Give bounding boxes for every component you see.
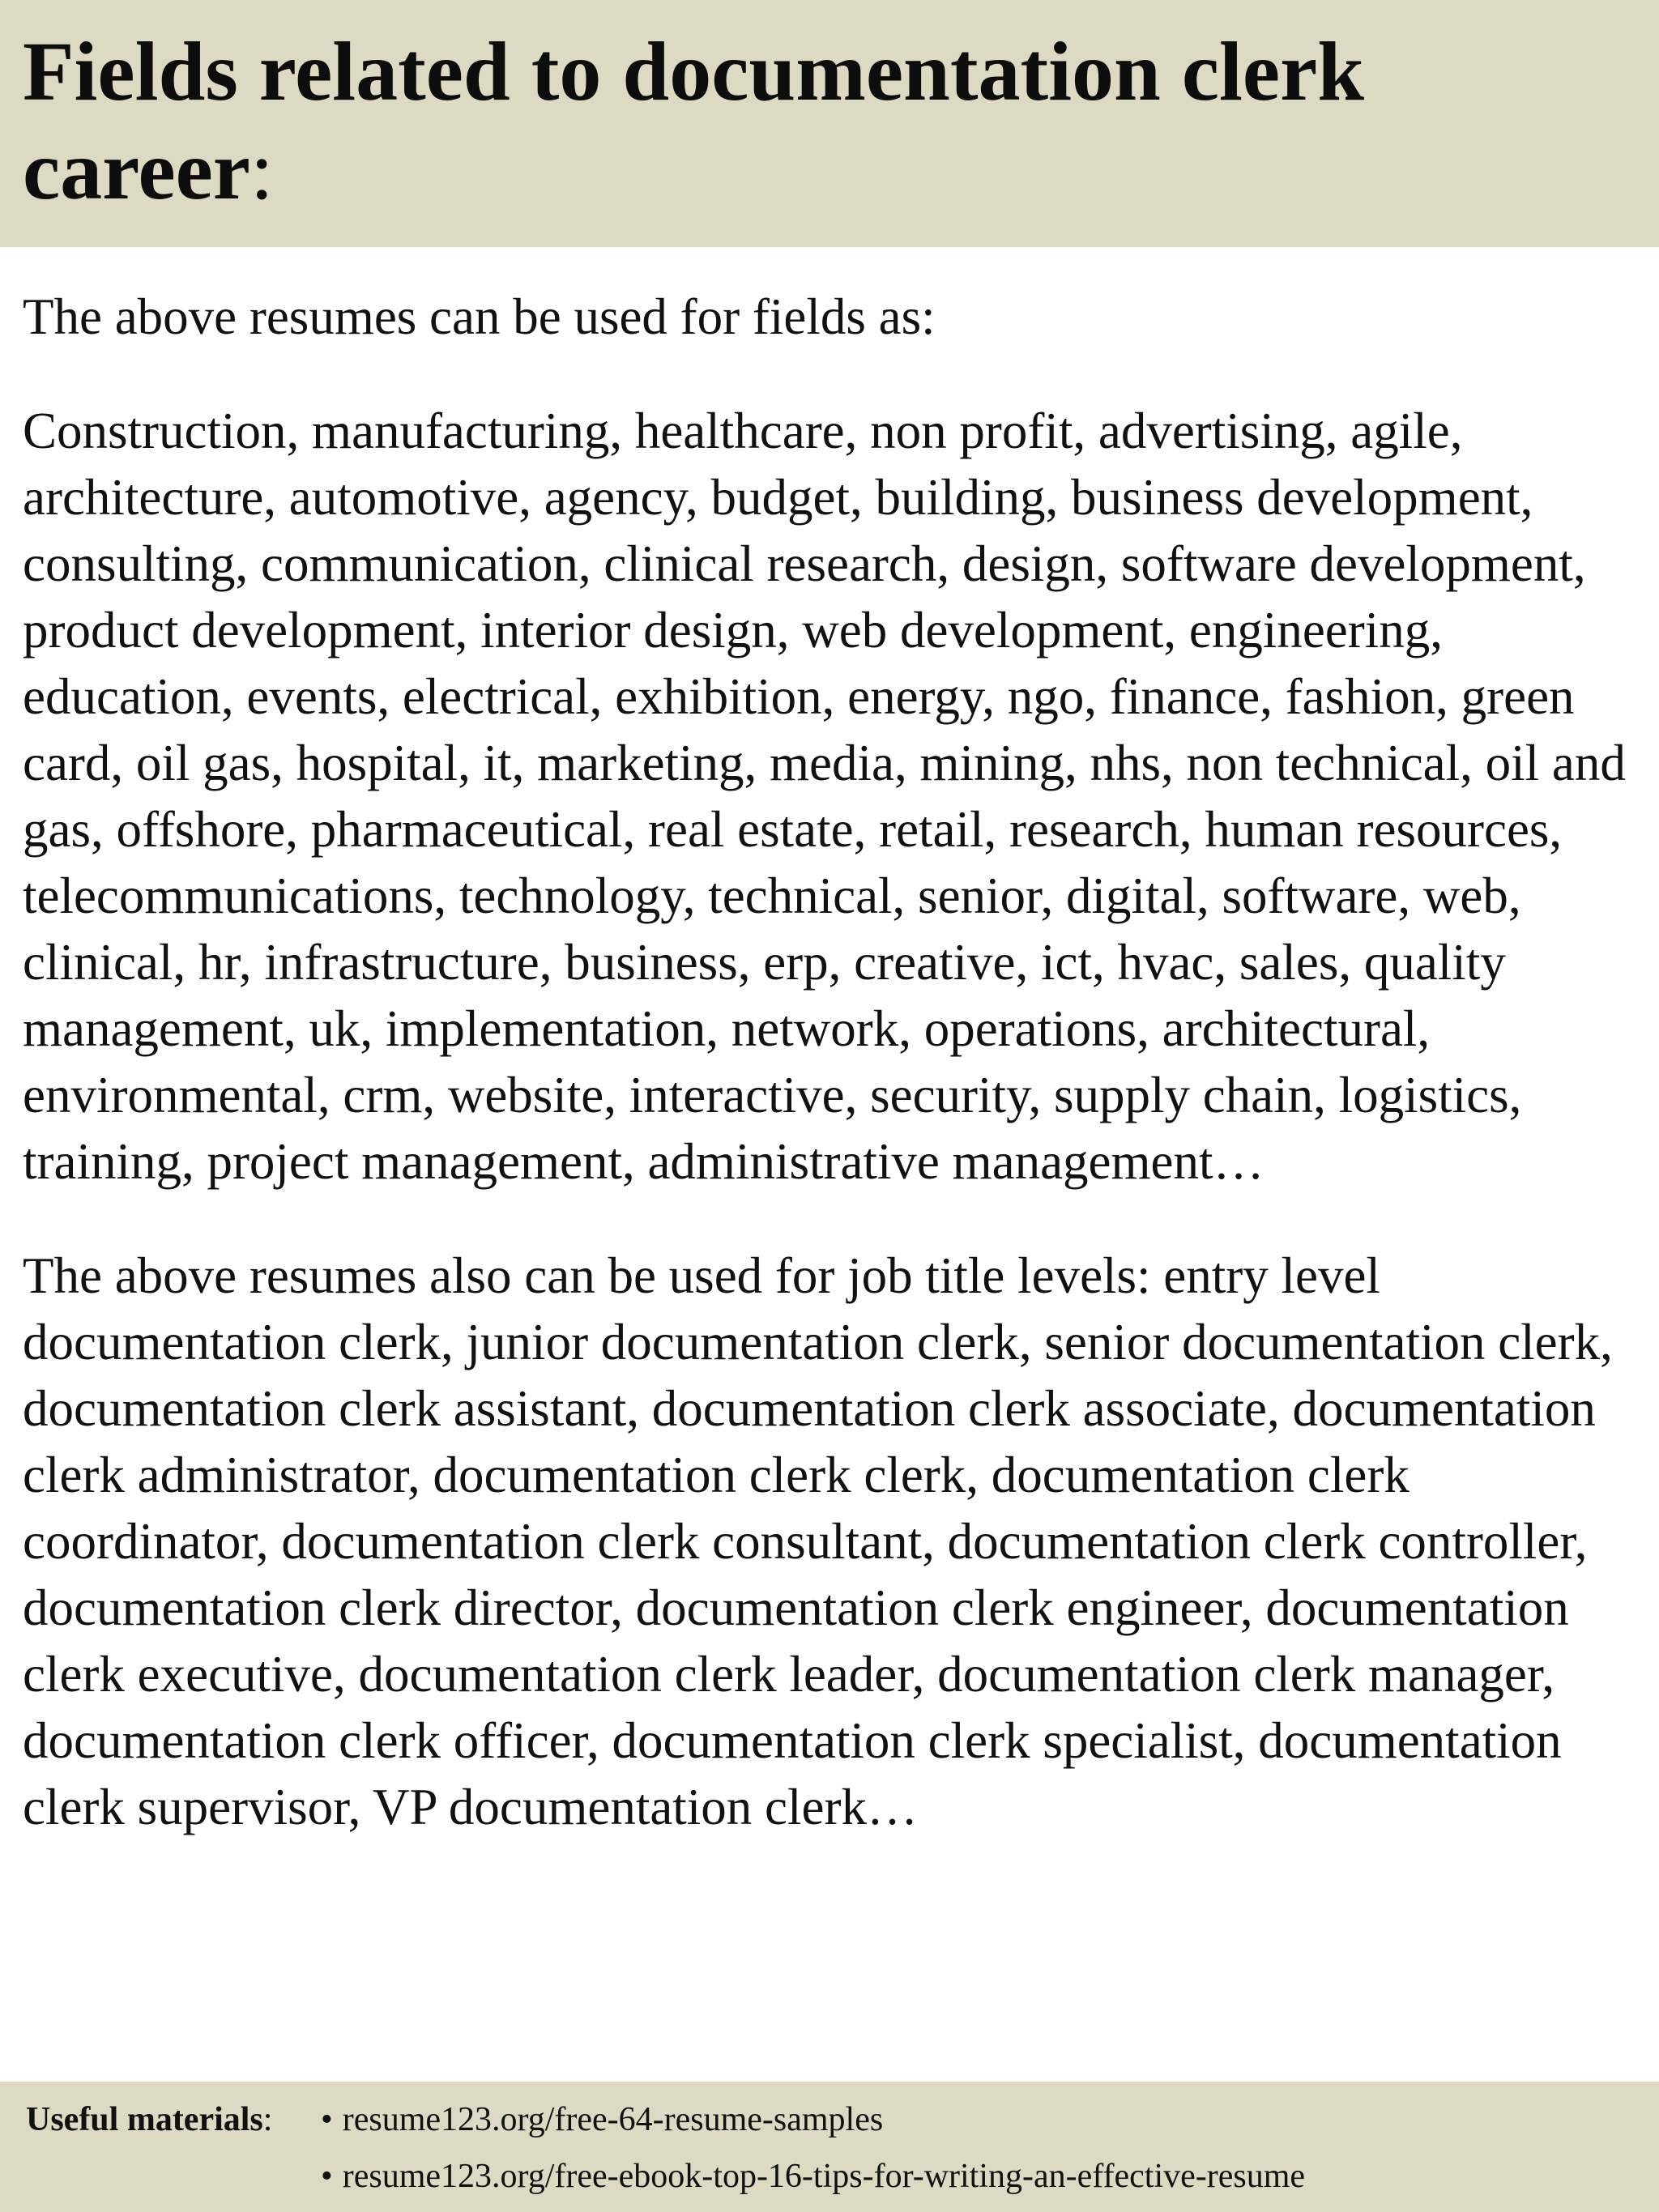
useful-materials-label-text: Useful materials: [26, 2101, 263, 2138]
useful-materials-list: [321, 2091, 1305, 2205]
footer-band: [0, 2082, 1659, 2212]
main-content: [23, 283, 1643, 1888]
useful-material-link-ebook-tips[interactable]: resume123.org/free-ebook-top-16-tips-for-writing-an-effective-resume: [342, 2158, 1306, 2195]
useful-materials-separator: :: [262, 2101, 273, 2138]
useful-material-link-resume-samples[interactable]: resume123.org/free-64-resume-samples: [342, 2101, 884, 2138]
bullet-icon: •: [321, 2101, 333, 2138]
bullet-icon: •: [321, 2158, 333, 2195]
intro-paragraph: The above resumes can be used for fields as:: [23, 288, 936, 345]
header-band: [0, 0, 1659, 247]
useful-material-item: [321, 2148, 1305, 2205]
page-title: [23, 23, 1562, 220]
page-title-text: Fields related to documentation clerk career: [23, 25, 1365, 217]
job-levels-paragraph: The above resumes also can be used for job title levels: entry level documentation clerk, junior documentation clerk, senior documentation clerk, documentation clerk assistant, documentation clerk associate, documentation clerk administrator, documentation clerk clerk, documentation clerk coordinator, documentation clerk consultant, documentation clerk controller, documentation clerk director, documentation clerk engineer, documentation clerk executive, documentation clerk leader, documentation clerk manager, documentation clerk officer, documentation clerk specialist, documentation clerk supervisor, VP documentation clerk…: [23, 1247, 1613, 1835]
useful-material-item: [321, 2091, 1305, 2148]
useful-materials-label: [26, 2091, 272, 2148]
page-title-colon: :: [249, 124, 274, 217]
fields-paragraph: Construction, manufacturing, healthcare, non profit, advertising, agile, architecture, automotive, agency, budget, building, business development, consulting, communication, clinical research, design, software development, product development, interior design, web development, engineering, education, events, electrical, exhibition, energy, ngo, finance, fashion, green card, oil gas, hospital, it, marketing, media, mining, nhs, non technical, oil and gas, offshore, pharmaceutical, real estate, retail, research, human resources, telecommunications, technology, technical, senior, digital, software, web, clinical, hr, infrastructure, business, erp, creative, ict, hvac, sales, quality management, uk, implementation, network, operations, architectural, environmental, crm, website, interactive, security, supply chain, logistics, training, project management, administrative management…: [23, 403, 1626, 1190]
